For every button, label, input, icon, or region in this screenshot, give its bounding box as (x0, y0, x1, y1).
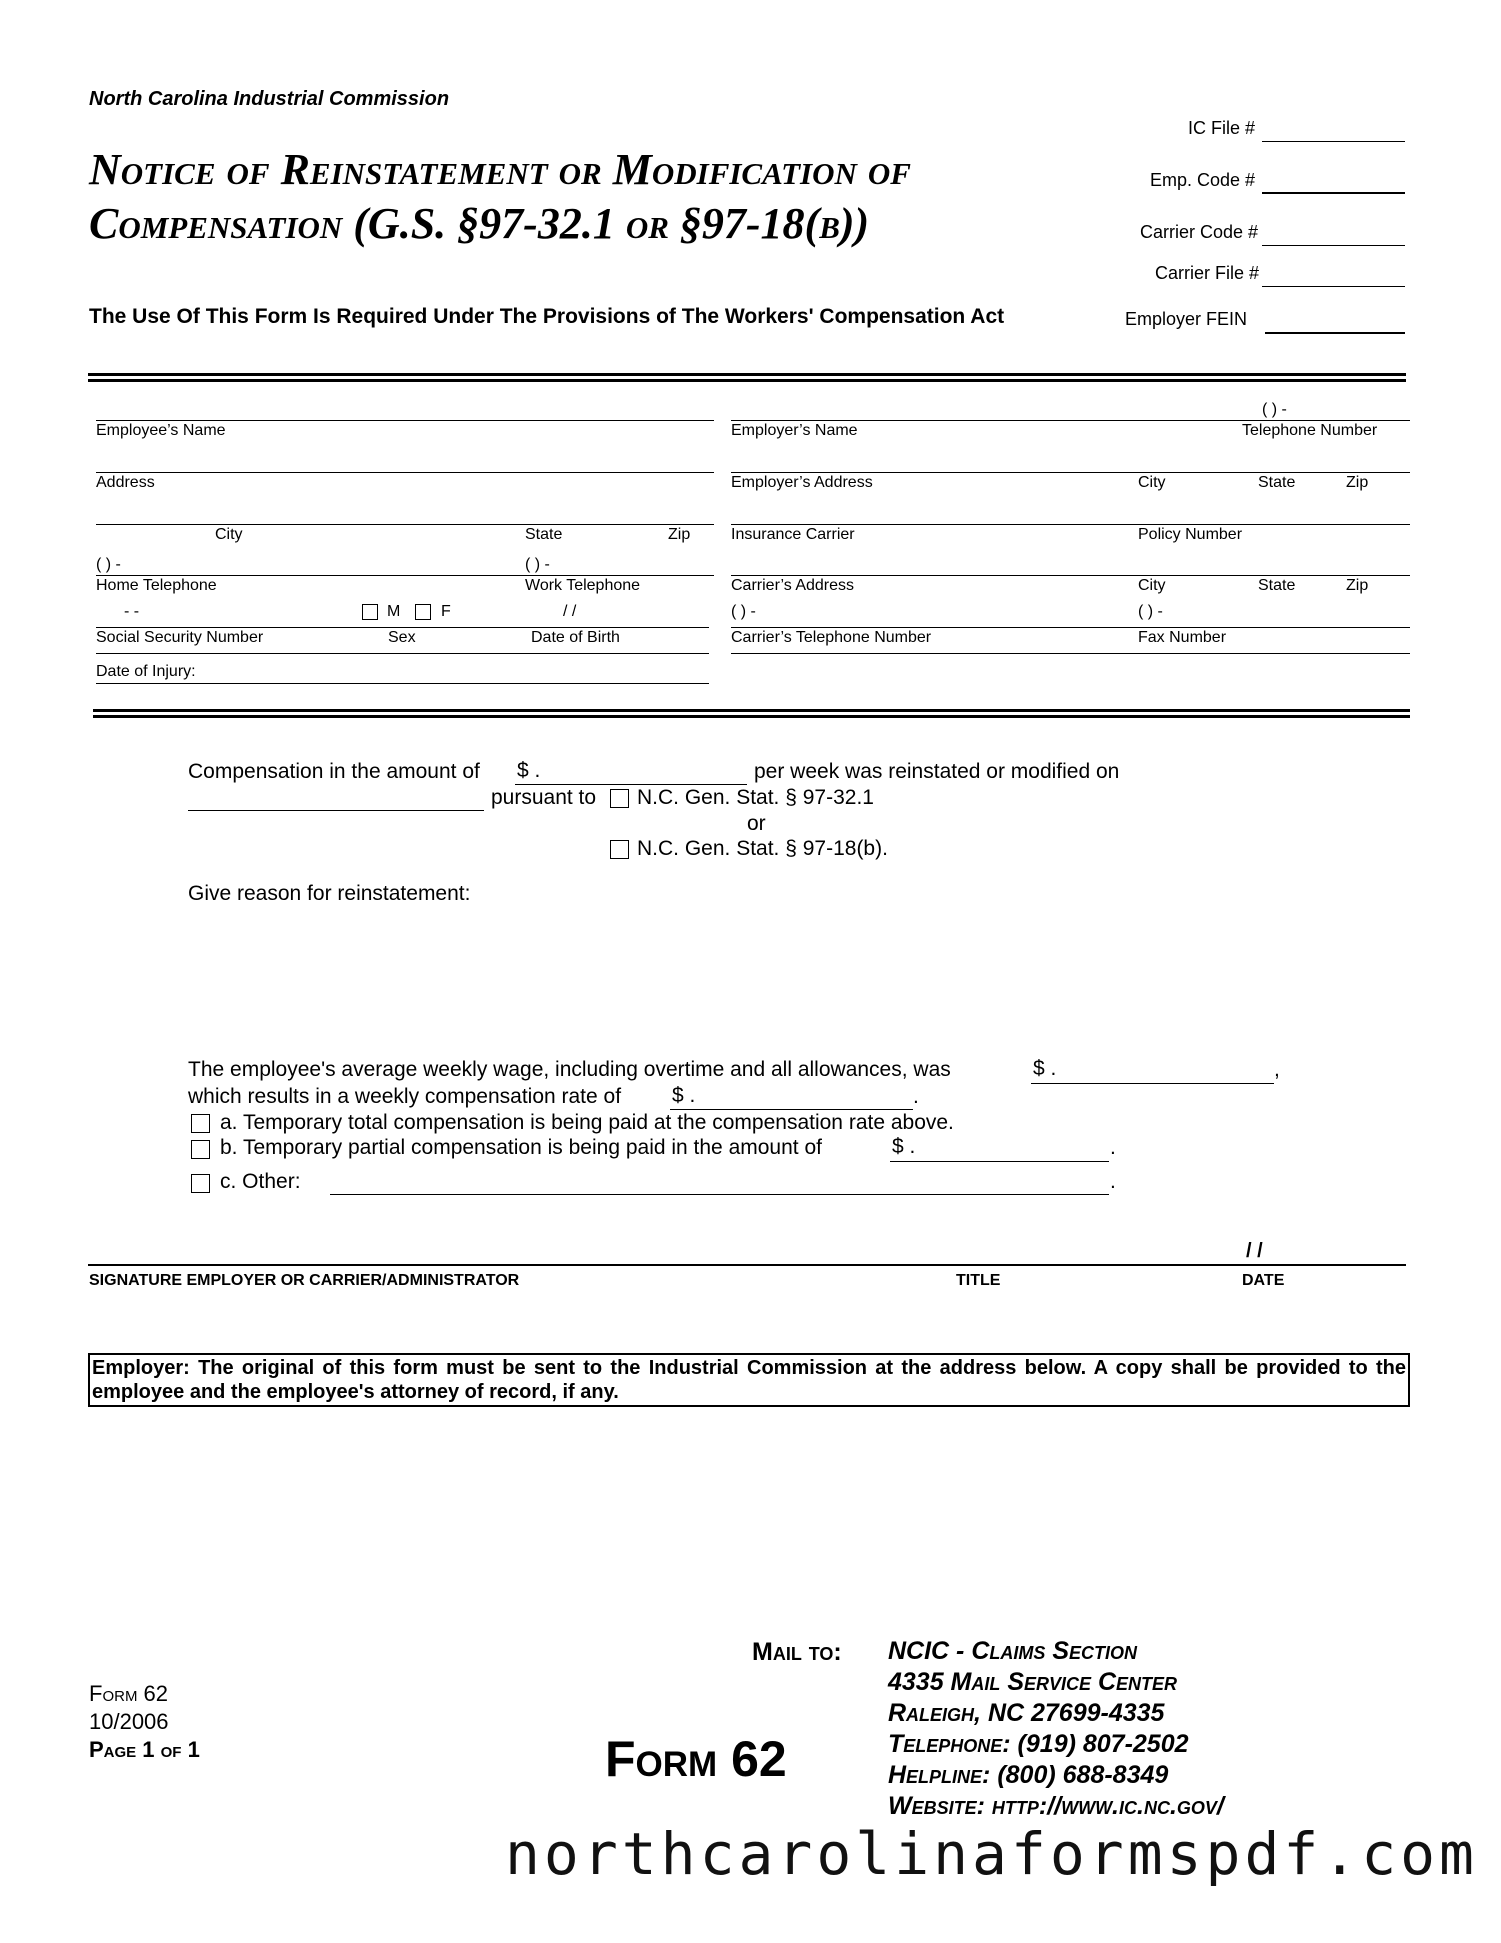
insurance-carrier-label: Insurance Carrier (731, 526, 855, 543)
sex-m-checkbox[interactable] (362, 604, 378, 620)
stat-97-18b-checkbox[interactable] (610, 840, 629, 859)
option-c-label: c. Other: (220, 1170, 301, 1193)
signature-label: SIGNATURE EMPLOYER OR CARRIER/ADMINISTRATOR (89, 1272, 520, 1289)
rate-field[interactable] (670, 1109, 913, 1110)
date-of-injury-label: Date of Injury: (96, 663, 196, 680)
home-telephone-label: Home Telephone (96, 577, 217, 594)
comp-amount-field[interactable] (515, 784, 747, 785)
option-b-dollar: $ . (892, 1135, 916, 1158)
date-label: DATE (1242, 1272, 1285, 1289)
reason-area[interactable] (188, 912, 1388, 1052)
address-line[interactable] (96, 472, 714, 473)
reason-label: Give reason for reinstatement: (188, 882, 471, 905)
ssn-prefix: - - (124, 603, 140, 620)
stat-97-18b-label: N.C. Gen. Stat. § 97-18(b). (637, 837, 888, 860)
option-b-field[interactable] (890, 1161, 1109, 1162)
employer-telephone-label: Telephone Number (1242, 422, 1378, 439)
emp-code-field[interactable] (1262, 192, 1405, 194)
option-b-label: b. Temporary partial compensation is being paid in the amount of (220, 1136, 822, 1159)
stat-97-32-1-checkbox[interactable] (610, 789, 629, 808)
work-telephone-label: Work Telephone (525, 577, 641, 594)
dob-underline (96, 653, 709, 654)
or-label: or (747, 812, 766, 835)
emp-code-label: Emp. Code # (1150, 170, 1256, 190)
dob-label: Date of Birth (531, 629, 620, 646)
title-label: TITLE (956, 1272, 1001, 1289)
mailing-address (888, 1636, 1224, 1822)
option-b-period: . (1110, 1136, 1116, 1159)
option-c-checkbox[interactable] (191, 1174, 210, 1193)
address-website[interactable]: Website: http://www.ic.nc.gov/ (888, 1792, 1224, 1820)
date-slashes: / / (1246, 1240, 1263, 1262)
fax-prefix: ( ) - (1138, 603, 1163, 620)
employer-notice: Employer: The original of this form must be sent to the Industrial Commission at the address below. A copy shall be provided to the employee and the employee's attorney of record, if any. (88, 1353, 1410, 1407)
insurance-carrier-line[interactable] (731, 524, 1410, 525)
footer-form-date: 10/2006 (89, 1709, 169, 1734)
ic-file-field[interactable] (1262, 141, 1405, 142)
carrier-code-field[interactable] (1262, 245, 1405, 246)
employee-name-label: Employee’s Name (96, 422, 226, 439)
carrier-zip-label: Zip (1346, 577, 1369, 594)
carrier-telephone-label: Carrier’s Telephone Number (731, 629, 932, 646)
sex-f-label: F (441, 603, 451, 620)
comp-dollar: $ . (517, 759, 541, 782)
footer-form-number: Form 62 (89, 1681, 169, 1706)
home-telephone-prefix: ( ) - (96, 556, 121, 573)
mail-to-label: Mail to: (752, 1638, 842, 1666)
ssn-label: Social Security Number (96, 629, 264, 646)
carrier-telephone-prefix: ( ) - (731, 603, 756, 620)
top-double-rule (88, 373, 1406, 382)
option-a-label: a. Temporary total compensation is being paid at the compensation rate above. (220, 1111, 954, 1134)
form-title (89, 143, 911, 251)
address-label: Address (96, 474, 155, 491)
employer-state-label: State (1258, 474, 1296, 491)
address-telephone: Telephone: (919) 807-2502 (888, 1730, 1189, 1758)
awr-comma: , (1274, 1058, 1280, 1081)
option-c-field[interactable] (330, 1194, 1109, 1195)
employer-telephone-prefix: ( ) - (1262, 401, 1287, 418)
awr-field[interactable] (1031, 1083, 1274, 1084)
sex-m-label: M (387, 603, 401, 620)
carrier-telephone-line[interactable] (731, 627, 1410, 628)
fax-underline (731, 653, 1410, 654)
date-of-injury-line[interactable] (96, 683, 709, 684)
awr-line: The employee's average weekly wage, including overtime and all allowances, was (188, 1058, 951, 1081)
form-title-line1: Notice of Reinstatement or Modification of (89, 145, 911, 194)
footer-page: Page 1 of 1 (89, 1737, 200, 1762)
ssn-line[interactable] (96, 627, 709, 628)
option-a-checkbox[interactable] (191, 1114, 210, 1133)
footer-form-info (89, 1680, 200, 1764)
dob-prefix: / / (563, 603, 577, 620)
comp-amount-pre: Compensation in the amount of (188, 760, 480, 783)
pursuant-to-label: pursuant to (491, 786, 597, 809)
signature-line[interactable] (88, 1264, 1406, 1266)
requirement-notice: The Use Of This Form Is Required Under The Provisions of The Workers' Compensation Act (89, 305, 1005, 328)
city-label: City (215, 526, 243, 543)
work-telephone-prefix: ( ) - (525, 556, 550, 573)
rate-period: . (913, 1085, 919, 1108)
rate-dollar: $ . (672, 1084, 696, 1107)
employer-fein-label: Employer FEIN (1125, 309, 1248, 329)
employer-city-label: City (1138, 474, 1166, 491)
carrier-city-label: City (1138, 577, 1166, 594)
state-label: State (525, 526, 563, 543)
stat-97-32-1-label: N.C. Gen. Stat. § 97-32.1 (637, 786, 874, 809)
reinstated-date-field[interactable] (188, 810, 484, 811)
address-line-2: 4335 Mail Service Center (888, 1668, 1178, 1696)
employee-name-line[interactable] (96, 420, 714, 421)
address-helpline: Helpline: (800) 688-8349 (888, 1761, 1169, 1789)
employer-name-label: Employer’s Name (731, 422, 858, 439)
address-line-1: NCIC - Claims Section (888, 1637, 1137, 1665)
carrier-file-label: Carrier File # (1155, 263, 1260, 283)
agency-name: North Carolina Industrial Commission (89, 88, 450, 110)
policy-number-label: Policy Number (1138, 526, 1243, 543)
middle-double-rule (93, 709, 1410, 718)
employer-zip-label: Zip (1346, 474, 1369, 491)
zip-label: Zip (668, 526, 691, 543)
carrier-code-label: Carrier Code # (1140, 222, 1259, 242)
big-form-number: Form 62 (605, 1731, 787, 1787)
rate-line: which results in a weekly compensation rate of (188, 1085, 622, 1108)
carrier-address-line[interactable] (731, 575, 1410, 576)
telephone-line[interactable] (96, 575, 714, 576)
employer-name-line[interactable] (731, 420, 1410, 421)
option-b-checkbox[interactable] (191, 1140, 210, 1159)
option-c-period: . (1110, 1170, 1116, 1193)
comp-amount-post: per week was reinstated or modified on (754, 760, 1120, 783)
fax-number-label: Fax Number (1138, 629, 1227, 646)
awr-dollar: $ . (1033, 1057, 1057, 1080)
carrier-file-field[interactable] (1262, 286, 1405, 287)
watermark: northcarolinaformspdf.com (505, 1820, 1478, 1888)
carrier-address-label: Carrier’s Address (731, 577, 855, 594)
sex-f-checkbox[interactable] (415, 604, 431, 620)
employer-fein-field[interactable] (1265, 332, 1405, 334)
employer-address-label: Employer’s Address (731, 474, 873, 491)
ic-file-label: IC File # (1188, 118, 1256, 138)
city-state-zip-line[interactable] (96, 524, 714, 525)
form-title-line2: Compensation (G.S. §97-32.1 or §97-18(b)) (89, 199, 870, 248)
employer-address-line[interactable] (731, 472, 1410, 473)
carrier-state-label: State (1258, 577, 1296, 594)
sex-label: Sex (388, 629, 416, 646)
address-line-3: Raleigh, NC 27699-4335 (888, 1699, 1165, 1727)
